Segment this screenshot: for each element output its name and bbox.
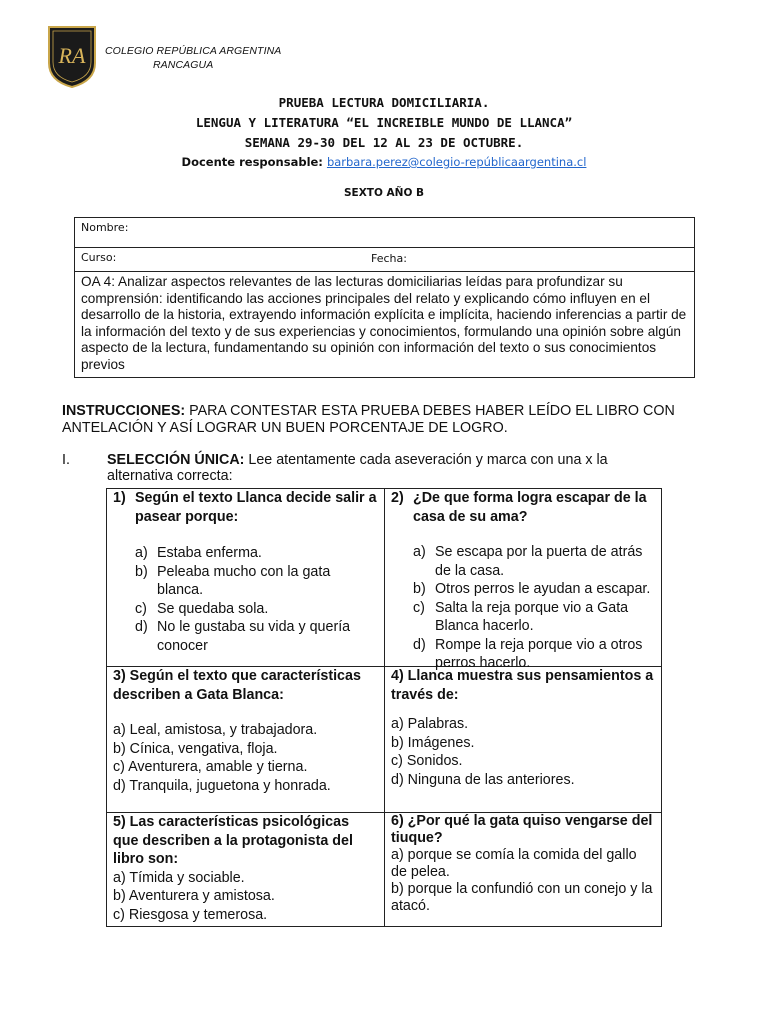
question-6-title: 6) ¿Por qué la gata quiso vengarse del tiuque? — [391, 813, 653, 846]
question-1 — [107, 489, 384, 666]
docente-label: Docente responsable: — [181, 155, 323, 169]
docente-email-link[interactable]: barbara.perez@colegio-repúblicaargentina.cl — [326, 155, 587, 169]
question-5 — [107, 813, 384, 926]
option-2d[interactable]: d) Rompe la reja porque vio a otros perros hacerlo. — [413, 636, 643, 671]
curso-fecha-row[interactable] — [75, 248, 694, 272]
option-6a[interactable]: a) porque se comía la comida del gallo de pelea. — [391, 847, 637, 880]
question-2 — [385, 489, 661, 671]
question-3 — [107, 667, 384, 812]
section-heading — [107, 452, 677, 484]
school-city: RANCAGUA — [153, 59, 214, 71]
option-5c[interactable]: c) Riesgosa y temerosa. — [113, 906, 268, 923]
question-2-options — [413, 543, 655, 673]
nombre-row[interactable] — [75, 218, 694, 248]
fecha-label: Fecha: — [371, 252, 407, 265]
question-1-title: 1) Según el texto Llanca decide salir a pasear porque: — [113, 490, 377, 525]
option-4b[interactable]: b) Imágenes. — [391, 734, 475, 751]
curso-label: Curso: — [81, 251, 117, 264]
question-2-title: 2) ¿De que forma logra escapar de la casa de su ama? — [391, 490, 647, 525]
option-1d[interactable]: d) No le gustaba su vida y quería conocer — [135, 619, 351, 654]
option-4a[interactable]: a) Palabras. — [391, 716, 469, 732]
question-4-title: 4) Llanca muestra sus pensamientos a través de: — [391, 668, 654, 703]
option-2b[interactable]: b) Otros perros le ayudan a escapar. — [413, 581, 651, 597]
option-1b[interactable]: b) Peleaba mucho con la gata blanca. — [135, 563, 331, 598]
nombre-label: Nombre: — [81, 221, 129, 234]
option-4c[interactable]: c) Sonidos. — [391, 753, 463, 769]
option-3b[interactable]: b) Cínica, vengativa, floja. — [113, 740, 278, 757]
option-5b[interactable]: b) Aventurera y amistosa. — [113, 888, 275, 904]
question-grid — [106, 488, 662, 927]
option-1c[interactable]: c) Se quedaba sola. — [135, 600, 269, 617]
instructions-label: INSTRUCCIONES: — [62, 403, 186, 419]
section-label: SELECCIÓN ÚNICA: — [107, 452, 245, 468]
option-3d[interactable]: d) Tranquila, juguetona y honrada. — [113, 777, 331, 794]
question-3-options — [113, 721, 378, 795]
section-number: I. — [62, 452, 70, 468]
title-line-3: SEMANA 29-30 DEL 12 AL 23 DE OCTUBRE. — [244, 135, 524, 150]
option-1a[interactable]: a) Estaba enferma. — [135, 545, 262, 561]
question-2-number: 2) — [391, 490, 404, 506]
question-4-options — [391, 715, 655, 789]
question-6-options — [391, 847, 655, 915]
option-6b[interactable]: b) porque la confundió con un conejo y la atacó. — [391, 881, 653, 914]
svg-text:RA: RA — [58, 43, 86, 68]
section-text: Lee atentamente cada aseveración y marca con una x la alternativa correcta: — [107, 452, 608, 484]
option-5a[interactable]: a) Tímida y sociable. — [113, 869, 245, 886]
option-3c[interactable]: c) Aventurera, amable y tierna. — [113, 759, 308, 775]
question-1-options — [135, 544, 378, 655]
title-line-1: PRUEBA LECTURA DOMICILIARIA. — [278, 95, 490, 110]
instructions — [62, 403, 702, 437]
question-5-options — [113, 869, 378, 925]
question-1-number: 1) — [113, 490, 126, 506]
question-6 — [385, 813, 661, 926]
question-5-title: 5) Las características psicológicas que describen a la protagonista del libro son: — [113, 814, 353, 867]
grade-label: SEXTO AÑO B — [343, 187, 425, 199]
instructions-text: PARA CONTESTAR ESTA PRUEBA DEBES HABER LEÍDO EL LIBRO CON ANTELACIÓN Y ASÍ LOGRAR UN BUEN PORCENTAJE DE LOGRO. — [62, 403, 675, 436]
option-2a[interactable]: a) Se escapa por la puerta de atrás de la casa. — [413, 544, 643, 579]
option-3a[interactable]: a) Leal, amistosa, y trabajadora. — [113, 722, 318, 738]
question-4 — [385, 667, 661, 812]
title-line-2: LENGUA Y LITERATURA “EL INCREIBLE MUNDO DE LLANCA” — [195, 115, 573, 130]
student-info-table — [74, 217, 695, 378]
document-titles — [0, 93, 768, 171]
option-2c[interactable]: c) Salta la reja porque vio a Gata Blanca hacerlo. — [413, 599, 629, 634]
school-crest-logo — [47, 25, 97, 89]
question-3-title: 3) Según el texto que características describen a Gata Blanca: — [113, 668, 361, 703]
school-name-block — [105, 45, 281, 71]
school-name: COLEGIO REPÚBLICA ARGENTINA — [105, 45, 282, 57]
objective-text: OA 4: Analizar aspectos relevantes de las lecturas domiciliarias leídas para profundizar su comprensión: identificando las acciones principales del relato y explicando cómo influyen en el desarrollo de la historia, extrayendo información explícita e implícita, haciendo inferencias a partir de la información del texto y de sus experiencias y conocimientos, formulando una opinión sobre algún aspecto de la lectura, fundamentando su opinión con información del texto o sus conocimientos previos — [81, 274, 687, 372]
option-4d[interactable]: d) Ninguna de las anteriores. — [391, 771, 575, 788]
docente-line — [0, 153, 768, 171]
